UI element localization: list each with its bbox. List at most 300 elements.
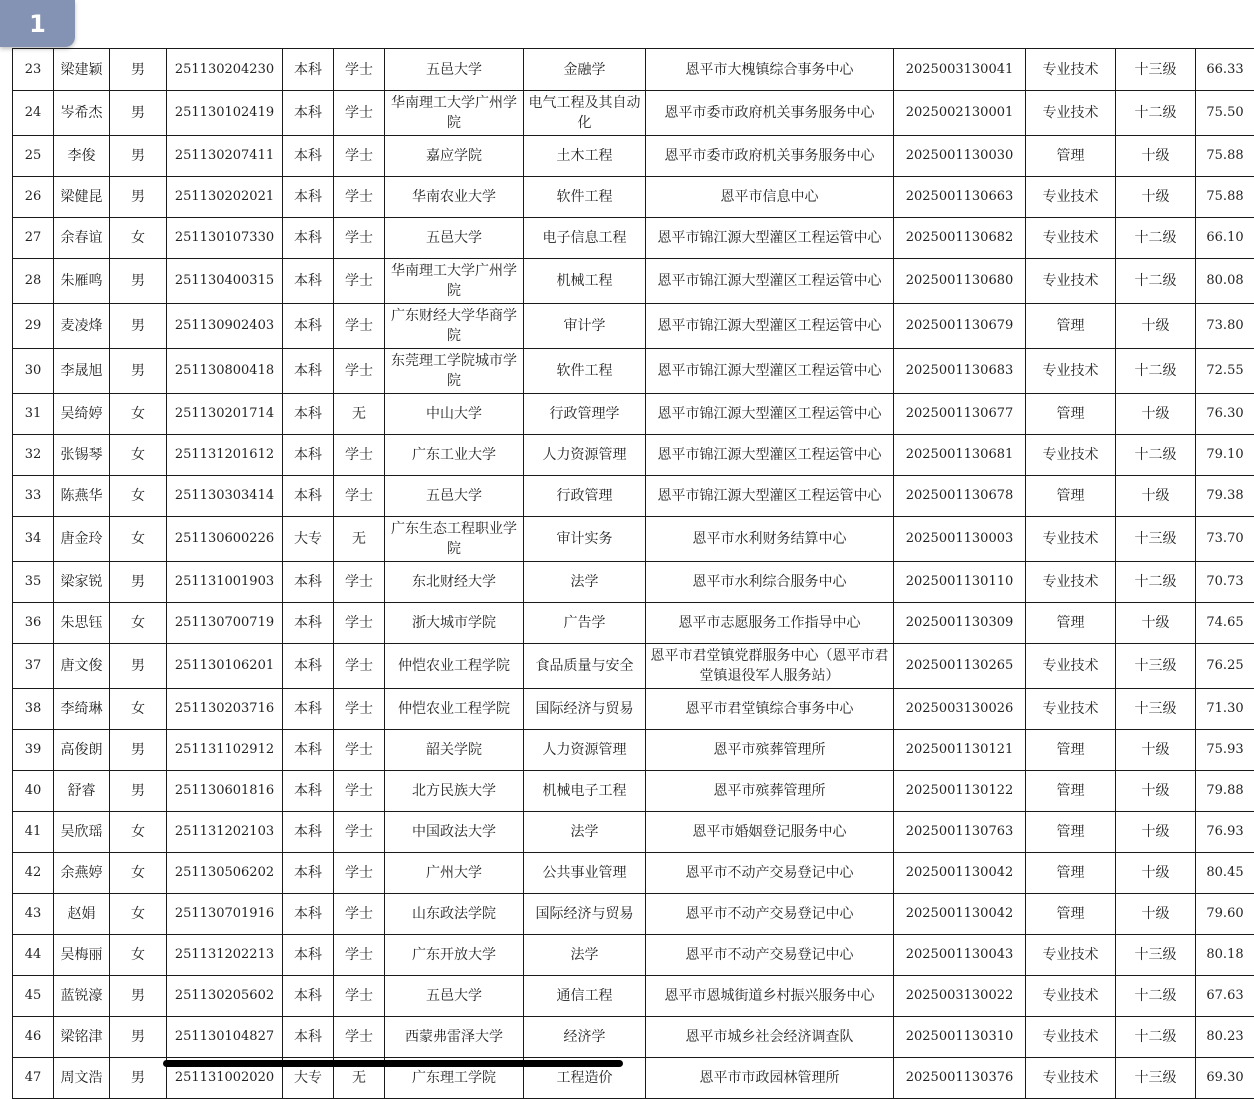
cell-post-type: 专业技术 [1026, 976, 1116, 1017]
cell-name: 余春谊 [54, 218, 110, 259]
cell-education: 本科 [283, 853, 334, 894]
cell-school: 仲恺农业工程学院 [385, 689, 524, 730]
cell-post-type: 管理 [1026, 730, 1116, 771]
cell-major: 人力资源管理 [524, 435, 646, 476]
cell-post-type: 专业技术 [1026, 218, 1116, 259]
cell-level: 十二级 [1116, 435, 1196, 476]
cell-major: 广告学 [524, 603, 646, 644]
cell-level: 十三级 [1116, 644, 1196, 689]
table-row [13, 435, 1254, 476]
cell-unit: 恩平市不动产交易登记中心 [646, 853, 894, 894]
cell-number: 38 [13, 689, 54, 730]
cell-degree: 学士 [334, 935, 385, 976]
cell-major: 公共事业管理 [524, 853, 646, 894]
cell-post-code: 2025001130678 [894, 476, 1026, 517]
cell-major: 软件工程 [524, 177, 646, 218]
cell-exam-id: 251131202103 [167, 812, 283, 853]
cell-unit: 恩平市委市政府机关事务服务中心 [646, 91, 894, 136]
cell-gender: 女 [110, 894, 167, 935]
cell-major: 经济学 [524, 1017, 646, 1058]
cell-major: 土木工程 [524, 136, 646, 177]
cell-level: 十级 [1116, 853, 1196, 894]
cell-degree: 学士 [334, 1017, 385, 1058]
cell-post-code: 2025003130022 [894, 976, 1026, 1017]
cell-score: 80.45 [1196, 853, 1254, 894]
cell-post-type: 专业技术 [1026, 1017, 1116, 1058]
cell-number: 26 [13, 177, 54, 218]
cell-unit: 恩平市锦江源大型灌区工程运管中心 [646, 259, 894, 304]
cell-degree: 学士 [334, 603, 385, 644]
cell-name: 高俊朗 [54, 730, 110, 771]
cell-number: 33 [13, 476, 54, 517]
cell-level: 十三级 [1116, 49, 1196, 91]
cell-level: 十三级 [1116, 1058, 1196, 1099]
cell-exam-id: 251130601816 [167, 771, 283, 812]
cell-post-code: 2025001130122 [894, 771, 1026, 812]
cell-unit: 恩平市不动产交易登记中心 [646, 894, 894, 935]
cell-post-type: 管理 [1026, 476, 1116, 517]
table-row [13, 177, 1254, 218]
cell-degree: 学士 [334, 476, 385, 517]
cell-number: 40 [13, 771, 54, 812]
cell-post-type: 专业技术 [1026, 259, 1116, 304]
table-row [13, 562, 1254, 603]
cell-unit: 恩平市大槐镇综合事务中心 [646, 49, 894, 91]
cell-level: 十二级 [1116, 349, 1196, 394]
cell-unit: 恩平市市政园林管理所 [646, 1058, 894, 1099]
cell-post-type: 专业技术 [1026, 517, 1116, 562]
cell-name: 蓝锐濠 [54, 976, 110, 1017]
cell-number: 25 [13, 136, 54, 177]
cell-gender: 女 [110, 476, 167, 517]
cell-name: 李晟旭 [54, 349, 110, 394]
cell-name: 麦凌烽 [54, 304, 110, 349]
cell-unit: 恩平市信息中心 [646, 177, 894, 218]
cell-unit: 恩平市锦江源大型灌区工程运管中心 [646, 349, 894, 394]
cell-post-type: 管理 [1026, 853, 1116, 894]
cell-score: 79.60 [1196, 894, 1254, 935]
cell-exam-id: 251130600226 [167, 517, 283, 562]
cell-education: 本科 [283, 894, 334, 935]
table-row [13, 730, 1254, 771]
cell-score: 79.10 [1196, 435, 1254, 476]
table-row [13, 49, 1254, 91]
cell-name: 梁铭津 [54, 1017, 110, 1058]
cell-exam-id: 251130400315 [167, 259, 283, 304]
cell-major: 审计实务 [524, 517, 646, 562]
table-row [13, 644, 1254, 689]
cell-degree: 学士 [334, 894, 385, 935]
cell-level: 十级 [1116, 136, 1196, 177]
cell-gender: 女 [110, 689, 167, 730]
table-row [13, 304, 1254, 349]
cell-level: 十三级 [1116, 517, 1196, 562]
cell-level: 十二级 [1116, 1017, 1196, 1058]
table-row [13, 394, 1254, 435]
cell-major: 国际经济与贸易 [524, 894, 646, 935]
cell-unit: 恩平市殡葬管理所 [646, 730, 894, 771]
cell-post-type: 管理 [1026, 894, 1116, 935]
cell-post-code: 2025002130001 [894, 91, 1026, 136]
cell-number: 44 [13, 935, 54, 976]
cell-degree: 学士 [334, 136, 385, 177]
cell-post-code: 2025001130042 [894, 894, 1026, 935]
table-row [13, 894, 1254, 935]
cell-education: 大专 [283, 1058, 334, 1099]
cell-school: 中国政法大学 [385, 812, 524, 853]
cell-number: 41 [13, 812, 54, 853]
table-row [13, 853, 1254, 894]
cell-major: 工程造价 [524, 1058, 646, 1099]
cell-post-type: 专业技术 [1026, 1058, 1116, 1099]
cell-level: 十二级 [1116, 976, 1196, 1017]
cell-post-code: 2025001130679 [894, 304, 1026, 349]
cell-degree: 学士 [334, 49, 385, 91]
cell-gender: 男 [110, 562, 167, 603]
cell-level: 十级 [1116, 812, 1196, 853]
cell-post-type: 管理 [1026, 136, 1116, 177]
cell-score: 80.23 [1196, 1017, 1254, 1058]
cell-level: 十级 [1116, 476, 1196, 517]
cell-gender: 男 [110, 349, 167, 394]
cell-school: 北方民族大学 [385, 771, 524, 812]
cell-degree: 学士 [334, 91, 385, 136]
home-indicator-bar[interactable] [163, 1060, 623, 1067]
cell-school: 广东生态工程职业学院 [385, 517, 524, 562]
cell-post-type: 专业技术 [1026, 644, 1116, 689]
cell-major: 人力资源管理 [524, 730, 646, 771]
cell-exam-id: 251130107330 [167, 218, 283, 259]
cell-degree: 学士 [334, 562, 385, 603]
cell-score: 75.88 [1196, 136, 1254, 177]
cell-unit: 恩平市城乡社会经济调查队 [646, 1017, 894, 1058]
cell-post-code: 2025001130763 [894, 812, 1026, 853]
cell-exam-id: 251130204230 [167, 49, 283, 91]
cell-major: 电子信息工程 [524, 218, 646, 259]
cell-unit: 恩平市不动产交易登记中心 [646, 935, 894, 976]
cell-post-type: 专业技术 [1026, 349, 1116, 394]
cell-number: 24 [13, 91, 54, 136]
cell-exam-id: 251131202213 [167, 935, 283, 976]
cell-unit: 恩平市委市政府机关事务服务中心 [646, 136, 894, 177]
table-row [13, 259, 1254, 304]
cell-exam-id: 251130202021 [167, 177, 283, 218]
cell-score: 66.10 [1196, 218, 1254, 259]
cell-major: 国际经济与贸易 [524, 689, 646, 730]
cell-score: 74.65 [1196, 603, 1254, 644]
cell-exam-id: 251130106201 [167, 644, 283, 689]
cell-school: 广东开放大学 [385, 935, 524, 976]
cell-education: 本科 [283, 935, 334, 976]
cell-gender: 男 [110, 644, 167, 689]
table-body [13, 49, 1254, 1099]
cell-gender: 女 [110, 394, 167, 435]
cell-level: 十级 [1116, 894, 1196, 935]
cell-education: 本科 [283, 603, 334, 644]
cell-post-code: 2025001130677 [894, 394, 1026, 435]
page-number-badge[interactable]: 1 [0, 0, 75, 47]
cell-gender: 男 [110, 136, 167, 177]
cell-education: 本科 [283, 349, 334, 394]
cell-degree: 无 [334, 1058, 385, 1099]
cell-gender: 男 [110, 976, 167, 1017]
cell-degree: 学士 [334, 689, 385, 730]
cell-gender: 女 [110, 218, 167, 259]
cell-score: 75.50 [1196, 91, 1254, 136]
cell-number: 27 [13, 218, 54, 259]
cell-number: 39 [13, 730, 54, 771]
cell-post-code: 2025001130030 [894, 136, 1026, 177]
cell-post-code: 2025001130681 [894, 435, 1026, 476]
cell-name: 赵娟 [54, 894, 110, 935]
cell-name: 舒睿 [54, 771, 110, 812]
cell-name: 梁建颖 [54, 49, 110, 91]
cell-post-code: 2025001130043 [894, 935, 1026, 976]
cell-school: 广东理工学院 [385, 1058, 524, 1099]
cell-number: 46 [13, 1017, 54, 1058]
cell-number: 31 [13, 394, 54, 435]
cell-exam-id: 251130303414 [167, 476, 283, 517]
cell-score: 66.33 [1196, 49, 1254, 91]
cell-gender: 女 [110, 435, 167, 476]
cell-major: 食品质量与安全 [524, 644, 646, 689]
cell-degree: 学士 [334, 730, 385, 771]
cell-post-type: 专业技术 [1026, 91, 1116, 136]
cell-post-type: 管理 [1026, 304, 1116, 349]
cell-post-type: 专业技术 [1026, 689, 1116, 730]
cell-school: 浙大城市学院 [385, 603, 524, 644]
cell-school: 仲恺农业工程学院 [385, 644, 524, 689]
table-row [13, 218, 1254, 259]
cell-exam-id: 251130902403 [167, 304, 283, 349]
cell-school: 广东工业大学 [385, 435, 524, 476]
cell-unit: 恩平市君堂镇党群服务中心（恩平市君堂镇退役军人服务站） [646, 644, 894, 689]
cell-unit: 恩平市水利综合服务中心 [646, 562, 894, 603]
cell-major: 法学 [524, 812, 646, 853]
cell-education: 本科 [283, 976, 334, 1017]
cell-unit: 恩平市锦江源大型灌区工程运管中心 [646, 394, 894, 435]
cell-post-code: 2025001130121 [894, 730, 1026, 771]
table-row [13, 476, 1254, 517]
cell-number: 47 [13, 1058, 54, 1099]
cell-education: 大专 [283, 517, 334, 562]
cell-unit: 恩平市水利财务结算中心 [646, 517, 894, 562]
cell-degree: 学士 [334, 435, 385, 476]
cell-gender: 女 [110, 935, 167, 976]
cell-post-type: 管理 [1026, 603, 1116, 644]
cell-education: 本科 [283, 730, 334, 771]
cell-education: 本科 [283, 136, 334, 177]
cell-name: 吴欣瑶 [54, 812, 110, 853]
cell-gender: 男 [110, 1017, 167, 1058]
cell-education: 本科 [283, 177, 334, 218]
cell-school: 西蒙弗雷泽大学 [385, 1017, 524, 1058]
cell-exam-id: 251130506202 [167, 853, 283, 894]
cell-degree: 学士 [334, 853, 385, 894]
cell-school: 广州大学 [385, 853, 524, 894]
cell-name: 周文浩 [54, 1058, 110, 1099]
cell-education: 本科 [283, 304, 334, 349]
cell-unit: 恩平市锦江源大型灌区工程运管中心 [646, 476, 894, 517]
cell-school: 五邑大学 [385, 976, 524, 1017]
cell-unit: 恩平市锦江源大型灌区工程运管中心 [646, 304, 894, 349]
cell-exam-id: 251131001903 [167, 562, 283, 603]
cell-major: 行政管理 [524, 476, 646, 517]
cell-gender: 男 [110, 49, 167, 91]
cell-score: 73.70 [1196, 517, 1254, 562]
cell-name: 唐金玲 [54, 517, 110, 562]
cell-score: 79.38 [1196, 476, 1254, 517]
cell-name: 李绮琳 [54, 689, 110, 730]
cell-gender: 女 [110, 812, 167, 853]
table-row [13, 976, 1254, 1017]
cell-education: 本科 [283, 394, 334, 435]
cell-school: 嘉应学院 [385, 136, 524, 177]
cell-unit: 恩平市恩城街道乡村振兴服务中心 [646, 976, 894, 1017]
cell-education: 本科 [283, 476, 334, 517]
cell-exam-id: 251130102419 [167, 91, 283, 136]
cell-post-code: 2025003130041 [894, 49, 1026, 91]
cell-score: 76.30 [1196, 394, 1254, 435]
cell-score: 73.80 [1196, 304, 1254, 349]
candidate-table [12, 48, 1254, 1099]
cell-post-type: 专业技术 [1026, 177, 1116, 218]
cell-level: 十二级 [1116, 562, 1196, 603]
cell-exam-id: 251130201714 [167, 394, 283, 435]
cell-name: 朱思钰 [54, 603, 110, 644]
cell-exam-id: 251130205602 [167, 976, 283, 1017]
cell-post-code: 2025001130265 [894, 644, 1026, 689]
table-row [13, 812, 1254, 853]
cell-post-code: 2025003130026 [894, 689, 1026, 730]
cell-post-code: 2025001130042 [894, 853, 1026, 894]
cell-exam-id: 251131201612 [167, 435, 283, 476]
cell-degree: 学士 [334, 218, 385, 259]
cell-major: 通信工程 [524, 976, 646, 1017]
cell-level: 十三级 [1116, 689, 1196, 730]
cell-major: 法学 [524, 562, 646, 603]
cell-level: 十级 [1116, 177, 1196, 218]
cell-name: 唐文俊 [54, 644, 110, 689]
cell-number: 32 [13, 435, 54, 476]
cell-name: 梁家锐 [54, 562, 110, 603]
cell-name: 梁健昆 [54, 177, 110, 218]
cell-gender: 女 [110, 603, 167, 644]
cell-score: 80.08 [1196, 259, 1254, 304]
cell-post-type: 管理 [1026, 394, 1116, 435]
cell-education: 本科 [283, 644, 334, 689]
cell-school: 中山大学 [385, 394, 524, 435]
cell-degree: 无 [334, 517, 385, 562]
cell-post-type: 专业技术 [1026, 435, 1116, 476]
cell-school: 华南理工大学广州学院 [385, 259, 524, 304]
cell-score: 76.25 [1196, 644, 1254, 689]
cell-number: 34 [13, 517, 54, 562]
cell-school: 韶关学院 [385, 730, 524, 771]
cell-unit: 恩平市君堂镇综合事务中心 [646, 689, 894, 730]
cell-major: 电气工程及其自动化 [524, 91, 646, 136]
cell-gender: 男 [110, 91, 167, 136]
cell-major: 行政管理学 [524, 394, 646, 435]
cell-major: 机械电子工程 [524, 771, 646, 812]
cell-gender: 男 [110, 304, 167, 349]
cell-post-type: 专业技术 [1026, 49, 1116, 91]
cell-major: 审计学 [524, 304, 646, 349]
table-row [13, 136, 1254, 177]
cell-education: 本科 [283, 771, 334, 812]
cell-exam-id: 251131102912 [167, 730, 283, 771]
cell-school: 华南理工大学广州学院 [385, 91, 524, 136]
cell-post-code: 2025001130309 [894, 603, 1026, 644]
table-row [13, 517, 1254, 562]
cell-degree: 无 [334, 394, 385, 435]
cell-unit: 恩平市锦江源大型灌区工程运管中心 [646, 218, 894, 259]
cell-level: 十级 [1116, 603, 1196, 644]
cell-degree: 学士 [334, 304, 385, 349]
cell-number: 28 [13, 259, 54, 304]
cell-school: 五邑大学 [385, 476, 524, 517]
cell-major: 金融学 [524, 49, 646, 91]
cell-degree: 学士 [334, 349, 385, 394]
cell-level: 十二级 [1116, 91, 1196, 136]
table-row [13, 603, 1254, 644]
cell-name: 岑希杰 [54, 91, 110, 136]
cell-school: 广东财经大学华商学院 [385, 304, 524, 349]
cell-post-code: 2025001130003 [894, 517, 1026, 562]
cell-level: 十级 [1116, 394, 1196, 435]
cell-education: 本科 [283, 689, 334, 730]
table-row [13, 935, 1254, 976]
cell-post-code: 2025001130683 [894, 349, 1026, 394]
cell-name: 吴绮婷 [54, 394, 110, 435]
cell-education: 本科 [283, 1017, 334, 1058]
cell-number: 43 [13, 894, 54, 935]
cell-post-code: 2025001130376 [894, 1058, 1026, 1099]
cell-exam-id: 251130104827 [167, 1017, 283, 1058]
cell-post-type: 管理 [1026, 771, 1116, 812]
cell-post-type: 专业技术 [1026, 935, 1116, 976]
cell-number: 23 [13, 49, 54, 91]
cell-post-code: 2025001130110 [894, 562, 1026, 603]
cell-level: 十级 [1116, 771, 1196, 812]
cell-education: 本科 [283, 91, 334, 136]
cell-education: 本科 [283, 435, 334, 476]
cell-score: 79.88 [1196, 771, 1254, 812]
cell-level: 十三级 [1116, 935, 1196, 976]
cell-education: 本科 [283, 218, 334, 259]
cell-name: 余燕婷 [54, 853, 110, 894]
cell-score: 71.30 [1196, 689, 1254, 730]
cell-post-type: 专业技术 [1026, 562, 1116, 603]
cell-number: 35 [13, 562, 54, 603]
cell-degree: 学士 [334, 177, 385, 218]
cell-unit: 恩平市志愿服务工作指导中心 [646, 603, 894, 644]
cell-gender: 女 [110, 853, 167, 894]
cell-major: 机械工程 [524, 259, 646, 304]
cell-level: 十级 [1116, 304, 1196, 349]
cell-degree: 学士 [334, 644, 385, 689]
cell-gender: 男 [110, 259, 167, 304]
cell-score: 69.30 [1196, 1058, 1254, 1099]
cell-number: 42 [13, 853, 54, 894]
cell-gender: 女 [110, 517, 167, 562]
cell-major: 软件工程 [524, 349, 646, 394]
cell-exam-id: 251130207411 [167, 136, 283, 177]
cell-school: 五邑大学 [385, 49, 524, 91]
cell-unit: 恩平市婚姻登记服务中心 [646, 812, 894, 853]
cell-level: 十二级 [1116, 259, 1196, 304]
cell-name: 吴梅丽 [54, 935, 110, 976]
